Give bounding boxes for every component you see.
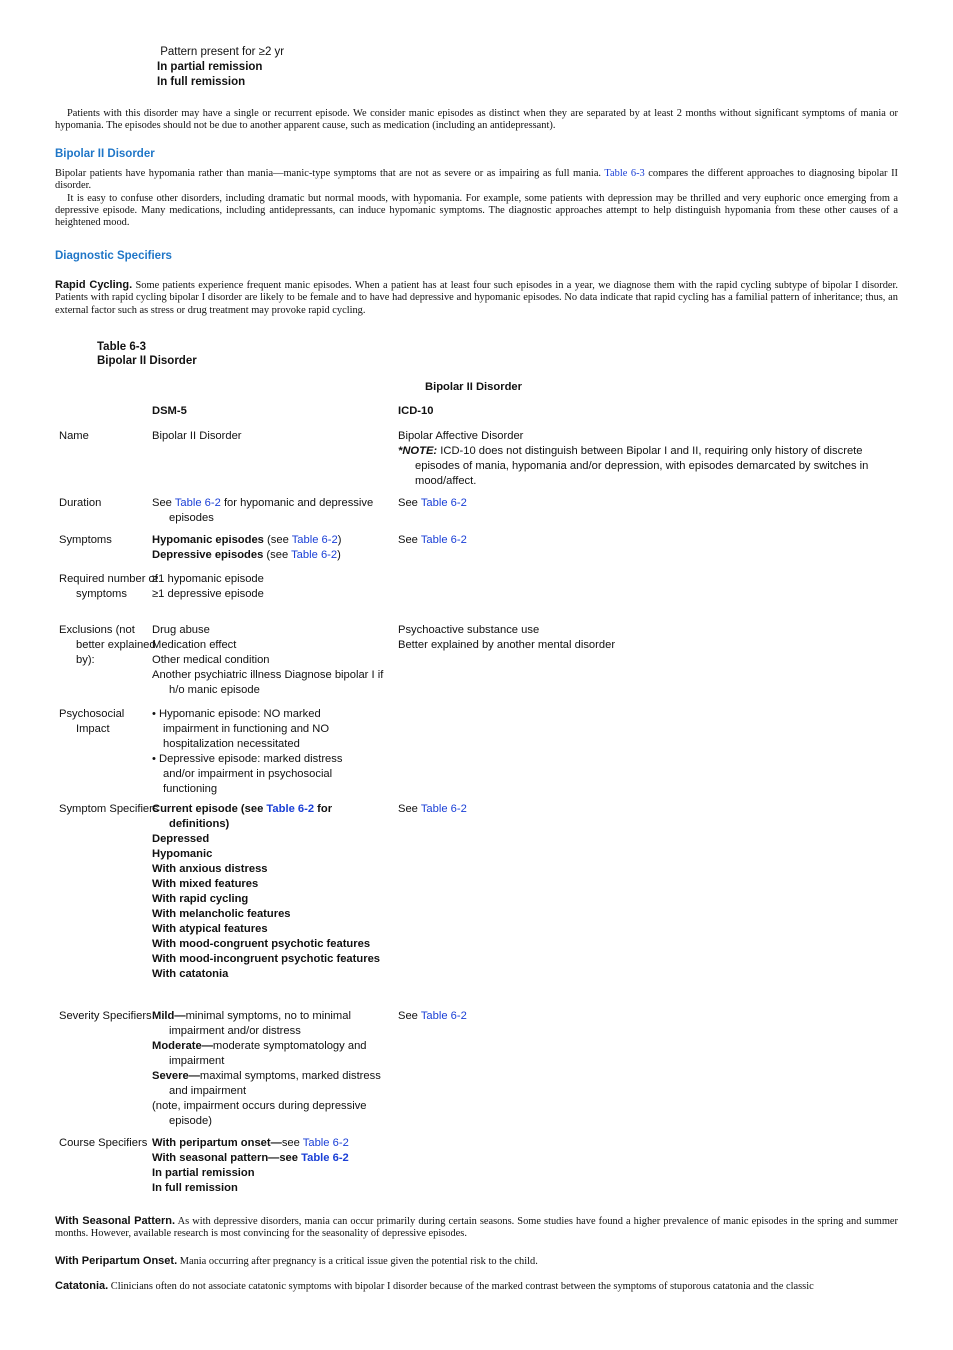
- section-heading: Diagnostic Specifiers: [55, 250, 172, 262]
- table-link[interactable]: Table 6-2: [291, 549, 338, 561]
- body-paragraph: [55, 279, 898, 317]
- cell-bold: In full remission: [152, 1182, 238, 1194]
- note-label: *NOTE:: [398, 445, 438, 457]
- dsm-cell: [152, 533, 394, 563]
- paragraph-text: It is easy to confuse other disorders, including dramatic but normal moods, with hypomania. For example, some patients with depression may be thrilled and very euphoric once emerging from a depressive episode. Many medications, including antidepressants, can induce hypomanic symptoms. The diagnostic approaches attempt to help distinguish hypomania from these other causes of a heightened mood.: [55, 192, 898, 229]
- cell-text: Better explained by another mental disorder: [398, 639, 616, 651]
- cell-text: ≥1 hypomanic episode: [152, 573, 264, 585]
- cell-text: (note, impairment occurs during depressive episode): [152, 1100, 367, 1127]
- cell-line: [152, 1136, 394, 1151]
- cell-text: ≥1 depressive episode: [152, 588, 264, 600]
- body-paragraph: [55, 1280, 898, 1293]
- cell-text: ): [337, 534, 342, 546]
- cell-bold: Mild—: [152, 1010, 186, 1022]
- run-in-heading: With Seasonal Pattern.: [55, 1215, 176, 1227]
- table-link[interactable]: Table 6-2: [266, 803, 315, 815]
- specifier-item: With mixed features: [152, 878, 259, 890]
- specifier-item: With melancholic features: [152, 908, 291, 920]
- specifier-item: Hypomanic: [152, 848, 213, 860]
- cell-line: [152, 548, 394, 563]
- cell-text: minimal symptoms, no to minimal impairment and/or distress: [169, 1010, 351, 1037]
- paragraph-text: Some patients experience frequent manic episodes. When a patient has at least four such episodes in a year, we diagnose them with the rapid cycling subtype of bipolar I disorder. Patients with rapid cycling bipolar I disorder are likely to be female and to have had depressive and hypomanic episodes. No data indicate that rapid cycling has a familial pattern of inheritance; thus, an external factor such as stress or drug treatment may provoke rapid cycling.: [55, 280, 898, 316]
- icd-cell: [398, 496, 893, 511]
- dsm-cell: [152, 802, 394, 982]
- cell-text: Drug abuse: [152, 624, 210, 636]
- cell-text: see: [281, 1137, 303, 1149]
- run-in-heading: Rapid Cycling.: [55, 279, 133, 291]
- cell-text: ): [337, 549, 341, 561]
- cell-note: [398, 444, 893, 489]
- dsm-cell: [152, 1136, 394, 1196]
- icd-cell: [398, 802, 893, 817]
- row-label: Course Specifiers: [59, 1137, 148, 1149]
- table-number: Table 6-3: [97, 341, 146, 353]
- list-item-text: Pattern present for ≥2 yr: [160, 46, 285, 58]
- dsm-cell: [152, 623, 394, 698]
- row-label: Severity Specifiers: [59, 1010, 152, 1022]
- dsm-cell: [152, 572, 394, 602]
- cell-text: Current episode (see: [152, 803, 267, 815]
- section-heading: Bipolar II Disorder: [55, 148, 155, 160]
- cell-bold: Severe—: [152, 1070, 200, 1082]
- cell-line: [152, 1009, 394, 1039]
- table-link[interactable]: Table 6-2: [420, 497, 467, 509]
- cell-text: moderate symptomatology and impairment: [169, 1040, 367, 1067]
- body-paragraph: [55, 108, 898, 133]
- paragraph-text: As with depressive disorders, mania can occur primarily during certain seasons. Some studies have found a higher prevalence of manic episodes in the spring and summer months. However, available research is most convincing for the seasonality of depressive episodes.: [55, 1216, 898, 1240]
- specifier-item: With atypical features: [152, 923, 268, 935]
- cell-text: See: [398, 803, 421, 815]
- row-label: Required number of symptoms: [59, 573, 158, 600]
- dsm-cell: Bipolar II Disorder: [152, 430, 242, 442]
- bullet-item: • Hypomanic episode: NO marked impairment in functioning and NO hospitalization necessitated: [152, 708, 330, 750]
- paragraph-text: Clinicians often do not associate catatonic symptoms with bipolar I disorder because of the marked contrast between the symptoms of stuporous catatonia and the classic: [108, 1281, 814, 1292]
- icd-cell: [398, 533, 893, 548]
- cell-text: maximal symptoms, marked distress and impairment: [169, 1070, 381, 1097]
- specifier-item: With anxious distress: [152, 863, 268, 875]
- cell-text: (see: [263, 534, 292, 546]
- table-link[interactable]: Table 6-2: [302, 1137, 349, 1149]
- cell-bold: In partial remission: [152, 1167, 255, 1179]
- table-link[interactable]: Table 6-2: [174, 497, 221, 509]
- dsm-cell: [152, 496, 411, 526]
- cell-text: Bipolar Affective Disorder: [398, 430, 524, 442]
- cell-line: [152, 1039, 394, 1069]
- table-link[interactable]: Table 6-2: [291, 534, 338, 546]
- cell-text: See: [398, 1010, 421, 1022]
- row-label: Name: [59, 430, 89, 442]
- cell-text: Medication effect: [152, 639, 237, 651]
- cell-text: (see: [263, 549, 292, 561]
- specifier-item: With mood-incongruent psychotic features: [152, 953, 381, 965]
- paragraph-text: Mania occurring after pregnancy is a critical issue given the potential risk to the child.: [177, 1256, 538, 1267]
- list-item-text: In full remission: [157, 76, 246, 88]
- cell-bold: Hypomanic episodes: [152, 534, 264, 546]
- body-paragraph: [55, 1215, 898, 1241]
- body-paragraph: [55, 168, 898, 229]
- cell-bold: With peripartum onset—: [152, 1137, 282, 1149]
- paragraph-text: Patients with this disorder may have a single or recurrent episode. We consider manic episodes as distinct when they are separated by at least 2 months without significant symptoms of mania or hypomania. The episodes should not be due to another apparent cause, such as medication (including an antidepressant).: [55, 108, 898, 132]
- cell-text: Another psychiatric illness Diagnose bipolar I if h/o manic episode: [152, 669, 384, 696]
- list-item: [157, 75, 284, 90]
- cell-line: [152, 1151, 394, 1166]
- table-link[interactable]: Table 6-2: [301, 1152, 349, 1164]
- table-group-header: Bipolar II Disorder: [425, 381, 522, 393]
- cell-bold: With seasonal pattern—see: [152, 1152, 302, 1164]
- row-label: Exclusions (not better explained by):: [59, 624, 156, 666]
- paragraph-text: compares the different approaches to diagnosing bipolar II disorder.: [55, 168, 898, 192]
- column-header-dsm: DSM-5: [152, 405, 187, 417]
- table-link[interactable]: Table 6-3: [604, 168, 645, 179]
- row-label: Symptom Specifiers: [59, 803, 159, 815]
- table-link[interactable]: Table 6-2: [420, 534, 467, 546]
- row-label: Duration: [59, 497, 102, 509]
- list-item: [157, 45, 284, 60]
- cell-line: [152, 1069, 394, 1099]
- paragraph-text: Bipolar patients have hypomania rather than mania—manic-type symptoms that are not as severe or as impairing as full mania.: [55, 168, 605, 179]
- specifier-item: With rapid cycling: [152, 893, 249, 905]
- cell-text: Psychoactive substance use: [398, 624, 540, 636]
- table-caption: [97, 340, 197, 368]
- table-title: Bipolar II Disorder: [97, 355, 197, 367]
- cell-text: See: [398, 497, 421, 509]
- dsm-cell: [152, 1009, 394, 1129]
- specifier-item: With catatonia: [152, 968, 229, 980]
- note-text: ICD-10 does not distinguish between Bipolar I and II, requiring only history of discrete episodes of mania, hypomania and/or depression, with episodes demarcated by switches in mood/affect.: [415, 445, 869, 487]
- specifier-item: With mood-congruent psychotic features: [152, 938, 371, 950]
- cell-bold: Depressive episodes: [152, 549, 264, 561]
- specifier-item: Depressed: [152, 833, 210, 845]
- cell-text: Other medical condition: [152, 654, 270, 666]
- icd-cell: [398, 429, 893, 489]
- run-in-heading: Catatonia.: [55, 1280, 109, 1292]
- bullet-item: • Depressive episode: marked distress and/or impairment in psychosocial functioning: [152, 753, 343, 795]
- row-label: Symptoms: [59, 534, 112, 546]
- icd-cell: [398, 1009, 893, 1024]
- list-item: [157, 60, 284, 75]
- table-link[interactable]: Table 6-2: [420, 803, 467, 815]
- cell-line: [152, 533, 394, 548]
- cell-heading: [152, 802, 394, 832]
- cell-text: for hypomanic and depressive episodes: [169, 497, 374, 524]
- criteria-list-continuation: [157, 45, 284, 90]
- cell-text: for definitions): [169, 803, 333, 830]
- icd-cell: [398, 623, 893, 653]
- table-link[interactable]: Table 6-2: [420, 1010, 467, 1022]
- list-item-text: In partial remission: [157, 61, 263, 73]
- run-in-heading: With Peripartum Onset.: [55, 1255, 178, 1267]
- column-header-icd: ICD-10: [398, 405, 434, 417]
- dsm-cell: [152, 707, 362, 797]
- cell-text: See: [152, 497, 175, 509]
- body-paragraph: [55, 1255, 898, 1268]
- cell-bold: Moderate—: [152, 1040, 213, 1052]
- row-label: Psychosocial Impact: [59, 708, 125, 735]
- cell-text: See: [398, 534, 421, 546]
